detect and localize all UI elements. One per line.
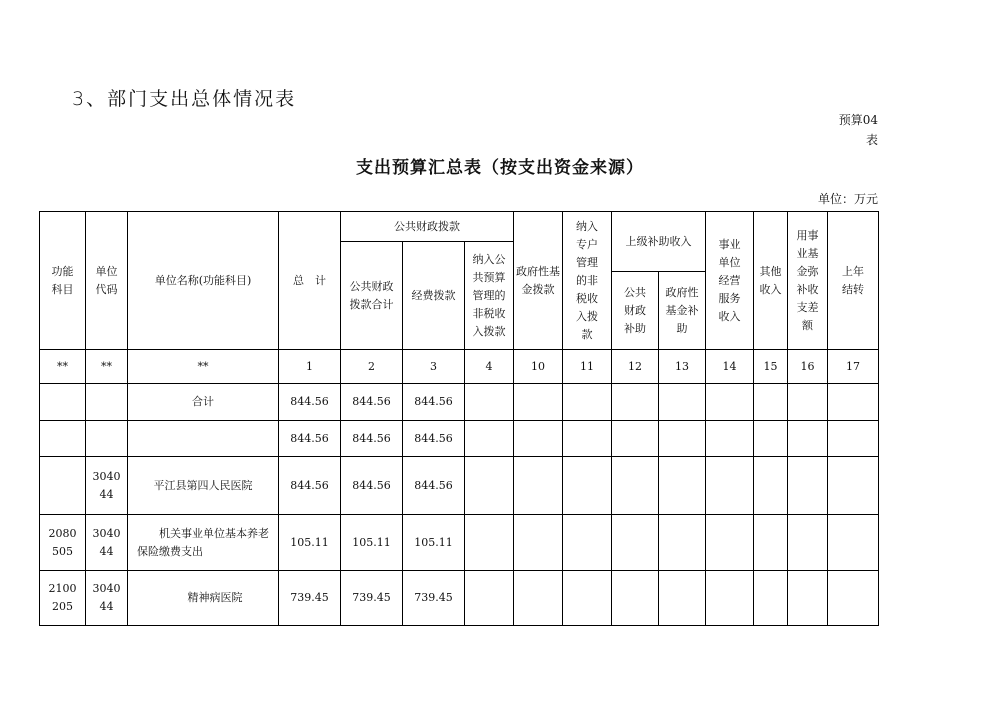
header-us-gov-fund: 政府性基金补助 (659, 272, 706, 350)
empty-cell (706, 421, 754, 457)
empty-cell (612, 515, 659, 571)
empty-cell (563, 571, 612, 626)
empty-cell (563, 457, 612, 515)
func-subject-cell (40, 421, 86, 457)
index-cell: 12 (612, 350, 659, 384)
empty-cell (788, 421, 828, 457)
index-cell: 15 (754, 350, 788, 384)
index-cell: 10 (514, 350, 563, 384)
empty-cell (563, 515, 612, 571)
header-fund-offset: 用事业基金弥补收支差额 (788, 212, 828, 350)
empty-cell (514, 571, 563, 626)
unit-name-cell: 机关事业单位基本养老保险缴费支出 (128, 515, 279, 571)
empty-cell (612, 384, 659, 421)
empty-cell (465, 571, 514, 626)
func-subject-cell (40, 457, 86, 515)
empty-cell (754, 384, 788, 421)
header-pf-funding: 经费拨款 (403, 242, 465, 350)
empty-cell (563, 384, 612, 421)
pf-total-cell: 844.56 (341, 421, 403, 457)
empty-cell (828, 457, 879, 515)
header-row-1 (40, 212, 879, 242)
empty-cell (788, 457, 828, 515)
func-subject-cell (40, 384, 86, 421)
empty-cell (563, 421, 612, 457)
empty-cell (754, 515, 788, 571)
empty-cell (514, 421, 563, 457)
pf-funding-cell: 844.56 (403, 421, 465, 457)
empty-cell (659, 515, 706, 571)
pf-funding-cell: 844.56 (403, 457, 465, 515)
empty-cell (788, 384, 828, 421)
empty-cell (706, 515, 754, 571)
empty-cell (465, 384, 514, 421)
empty-cell (465, 421, 514, 457)
empty-cell (754, 457, 788, 515)
unit-code-cell: 304044 (86, 515, 128, 571)
index-cell: 1 (279, 350, 341, 384)
table-row (40, 384, 879, 421)
empty-cell (612, 571, 659, 626)
unit-name-cell: 精神病医院 (128, 571, 279, 626)
expenditure-summary-table (39, 211, 879, 626)
unit-label: 单位：万元 (817, 192, 878, 206)
func-subject-cell: 2080505 (40, 515, 86, 571)
unit-name-cell: 合计 (128, 384, 279, 421)
index-cell: 11 (563, 350, 612, 384)
index-cell: ** (40, 350, 86, 384)
unit-code-cell (86, 421, 128, 457)
index-cell: ** (86, 350, 128, 384)
header-business-income: 事业单位经营服务收入 (706, 212, 754, 350)
header-unit-name: 单位名称(功能科目) (128, 212, 279, 350)
empty-cell (706, 457, 754, 515)
index-cell: ** (128, 350, 279, 384)
total-cell: 105.11 (279, 515, 341, 571)
unit-code-cell: 304044 (86, 571, 128, 626)
pf-total-cell: 105.11 (341, 515, 403, 571)
pf-funding-cell: 844.56 (403, 384, 465, 421)
total-cell: 844.56 (279, 421, 341, 457)
header-special-nontax: 纳入专户管理的非税收入拨款 (563, 212, 612, 350)
empty-cell (514, 515, 563, 571)
empty-cell (465, 515, 514, 571)
unit-code-cell: 304044 (86, 457, 128, 515)
empty-cell (754, 421, 788, 457)
index-cell: 17 (828, 350, 879, 384)
header-func-subject: 功能科目 (40, 212, 86, 350)
pf-total-cell: 844.56 (341, 457, 403, 515)
empty-cell (828, 515, 879, 571)
header-total: 总 计 (279, 212, 341, 350)
empty-cell (514, 457, 563, 515)
unit-name-cell (128, 421, 279, 457)
total-cell: 739.45 (279, 571, 341, 626)
empty-cell (612, 457, 659, 515)
empty-cell (514, 384, 563, 421)
form-number: 预算04表 (838, 113, 878, 147)
total-cell: 844.56 (279, 457, 341, 515)
table-row (40, 457, 879, 515)
header-pf-nontax: 纳入公共预算管理的非税收入拨款 (465, 242, 514, 350)
empty-cell (828, 384, 879, 421)
empty-cell (828, 571, 879, 626)
pf-total-cell: 844.56 (341, 384, 403, 421)
index-row (40, 350, 879, 384)
index-cell: 4 (465, 350, 514, 384)
section-heading: 3、部门支出总体情况表 (72, 88, 297, 110)
unit-name-cell: 平江县第四人民医院 (128, 457, 279, 515)
empty-cell (659, 421, 706, 457)
table-title: 支出预算汇总表（按支出资金来源） (356, 158, 644, 178)
header-unit-code: 单位代码 (86, 212, 128, 350)
empty-cell (659, 571, 706, 626)
index-cell: 13 (659, 350, 706, 384)
empty-cell (788, 515, 828, 571)
pf-funding-cell: 739.45 (403, 571, 465, 626)
total-cell: 844.56 (279, 384, 341, 421)
empty-cell (706, 571, 754, 626)
empty-cell (788, 571, 828, 626)
header-pf-total: 公共财政拨款合计 (341, 242, 403, 350)
header-us-public: 公共财政补助 (612, 272, 659, 350)
table-row (40, 421, 879, 457)
empty-cell (754, 571, 788, 626)
empty-cell (828, 421, 879, 457)
index-cell: 16 (788, 350, 828, 384)
header-public-finance: 公共财政拨款 (341, 212, 514, 242)
pf-funding-cell: 105.11 (403, 515, 465, 571)
header-other-income: 其他收入 (754, 212, 788, 350)
header-upper-subsidy: 上级补助收入 (612, 212, 706, 272)
index-cell: 3 (403, 350, 465, 384)
unit-code-cell (86, 384, 128, 421)
header-gov-fund: 政府性基金拨款 (514, 212, 563, 350)
pf-total-cell: 739.45 (341, 571, 403, 626)
empty-cell (659, 457, 706, 515)
empty-cell (706, 384, 754, 421)
table-row (40, 515, 879, 571)
empty-cell (465, 457, 514, 515)
empty-cell (659, 384, 706, 421)
table-row (40, 571, 879, 626)
empty-cell (612, 421, 659, 457)
index-cell: 14 (706, 350, 754, 384)
func-subject-cell: 2100205 (40, 571, 86, 626)
header-carryover: 上年结转 (828, 212, 879, 350)
index-cell: 2 (341, 350, 403, 384)
